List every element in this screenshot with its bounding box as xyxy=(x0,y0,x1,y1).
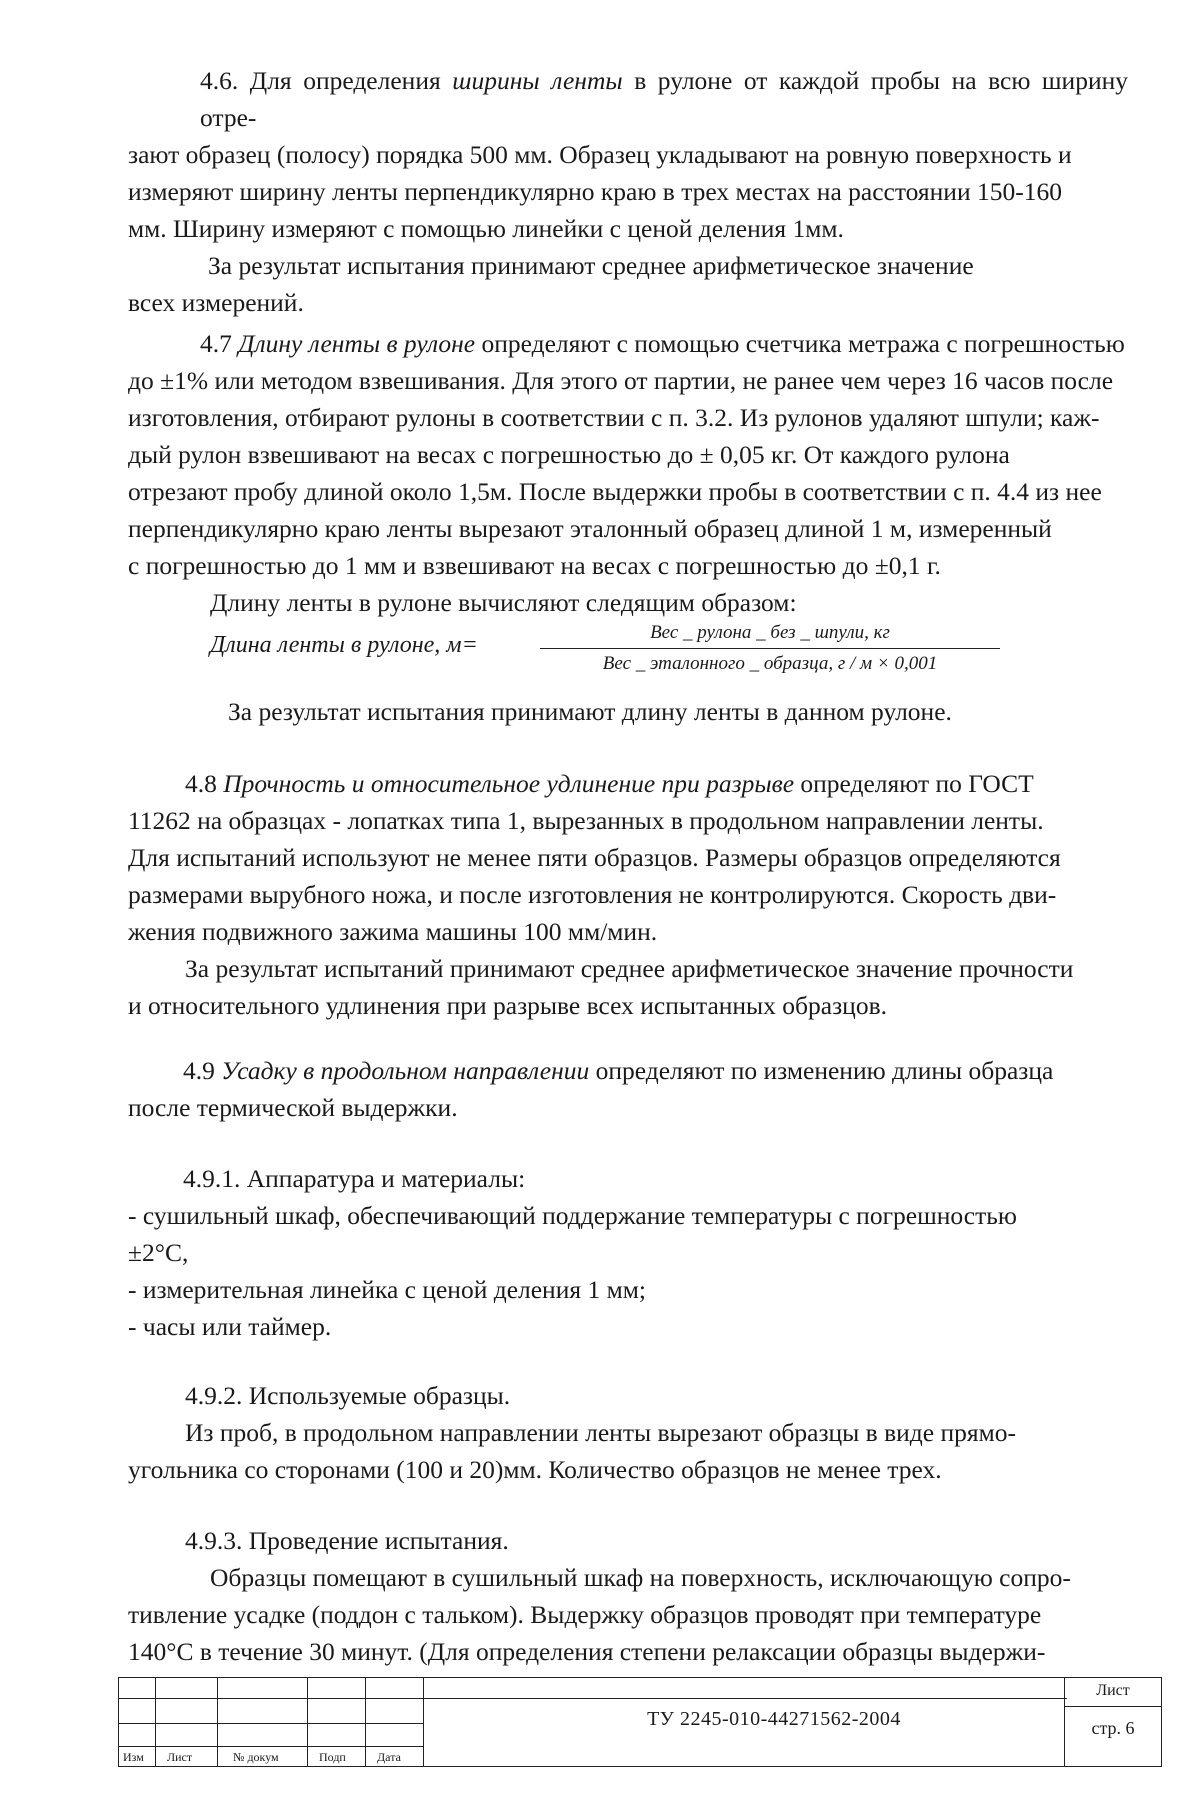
col-header: Лист xyxy=(167,1750,193,1764)
section-heading: 4.9.2. Используемые образцы. xyxy=(185,1381,511,1410)
section-4-7-result: За результат испытания принимают длину ленты в данном рулоне. xyxy=(228,697,952,726)
section-4-6: 4.6. Для определения ширины ленты в рулоне от каждой пробы на всю ширину отре- зают образец (полосу) порядка 500 мм. Образец укладывают на ровную поверхность и измеряют ширину ленты перпендикулярно краю в трех местах на расстоянии 150-160 мм. Ширину измеряют с помощью линейки с ценой деления 1мм. За результат испытания принимают среднее арифметическое значение всех измерений. xyxy=(128,66,1129,317)
col-header: Изм xyxy=(123,1750,144,1764)
section-heading: 4.9.3. Проведение испытания. xyxy=(185,1526,509,1555)
document-number: ТУ 2245-010-44271562-2004 xyxy=(647,1708,901,1730)
formula-numerator: Вес _ рулона _ без _ шпули, кг xyxy=(650,622,890,643)
sheet-box xyxy=(1064,1678,1161,1766)
section-4-9-3: 4.9.3. Проведение испытания. Образцы помещают в сушильный шкаф на поверхность, исключающую сопро- тивление усадке (поддон с тальком). Выдержку образцов проводят при температуре 140°С в течение 30 минут. (Для определения степени релаксации образцы выдержи- xyxy=(128,1522,1128,1670)
formula-denominator: Вес _ эталонного _ образца, г / м × 0,001 xyxy=(602,653,938,674)
section-4-7: 4.7 Длину ленты в рулоне определяют с помощью счетчика метража с погрешностью до ±1% или методом взвешивания. Для этого от партии, не ранее чем через 16 часов после изготовления, отбирают рулоны в соответствии с п. 3.2. Из рулонов удаляют шпули; каж- дый рулон взвешивают на весах с погрешностью до ± 0,05 кг. От каждого рулона отрезают пробу длиной около 1,5м. После выдержки пробы в соответствии с п. 4.4 из нее перпендикулярно краю ленты вырезают эталонный образец длиной 1 м, измеренный с погрешностью до 1 мм и взвешивают на весах с погрешностью до ±0,1 г. Длину ленты в рулоне вычисляют следящим образом: xyxy=(128,329,1125,617)
sheet-label: Лист xyxy=(1096,1682,1130,1699)
col-header: № докум xyxy=(233,1750,279,1764)
section-heading: 4.9.1. Аппаратура и материалы: xyxy=(183,1164,526,1193)
section-4-8: 4.8 Прочность и относительное удлинение при разрыве определяют по ГОСТ 11262 на образцах - лопатках типа 1, вырезанных в продольном направлении ленты. Для испытаний используют не менее пяти образцов. Размеры образцов определяются размерами вырубного ножа, и после изготовления не контролируются. Скорость дви- жения подвижного зажима машины 100 мм/мин. За результат испытаний принимают среднее арифметическое значение прочности и относительного удлинения при разрыве всех испытанных образцов. xyxy=(128,769,1074,1020)
list-item: - часы или таймер. xyxy=(128,1312,332,1341)
section-4-9: 4.9 Усадку в продольном направлении определяют по изменению длины образца после термической выдержки. xyxy=(128,1056,1054,1122)
list-item: - измерительная линейка с ценой деления 1 мм; xyxy=(128,1275,646,1304)
col-header: Подп xyxy=(319,1750,346,1764)
section-4-9-2: 4.9.2. Используемые образцы. Из проб, в продольном направлении ленты вырезают образцы в виде прямо- угольника со сторонами (100 и 20)мм. Количество образцов не менее трех. xyxy=(128,1377,1128,1488)
list-item: - сушильный шкаф, обеспечивающий поддержание температуры с погрешностью xyxy=(128,1201,1017,1230)
formula-fraction xyxy=(540,618,1000,679)
col-header: Дата xyxy=(377,1750,401,1764)
section-4-9-1: 4.9.1. Аппаратура и материалы: - сушильный шкаф, обеспечивающий поддержание температуры с погрешностью ±2°С, - измерительная линейка с ценой деления 1 мм; - часы или таймер. xyxy=(128,1160,1128,1345)
page-number: стр. 6 xyxy=(1091,1718,1135,1738)
title-block xyxy=(118,1677,1162,1767)
formula-lhs: Длина ленты в рулоне, м= xyxy=(210,632,478,658)
revision-grid xyxy=(119,1678,423,1766)
length-formula xyxy=(210,618,1010,688)
